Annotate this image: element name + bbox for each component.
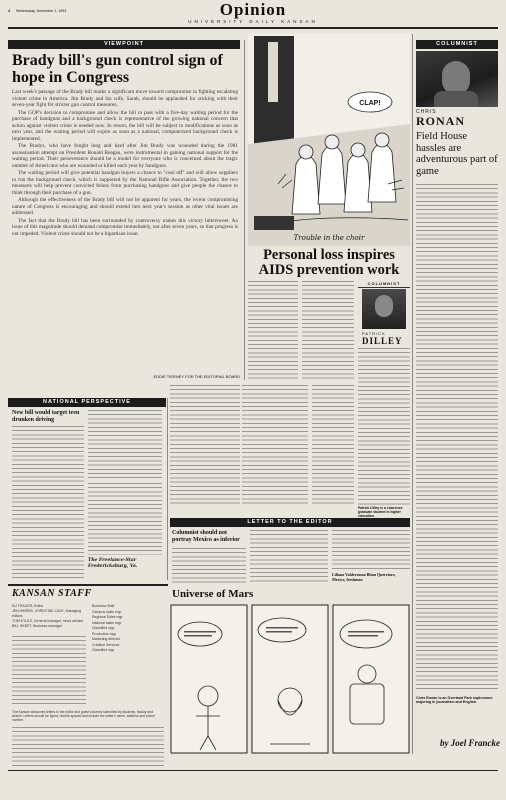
column-divider [167, 398, 168, 580]
feature-columnist-last: DILLEY [362, 336, 403, 346]
feature-column-1 [248, 281, 298, 381]
section-title: Opinion [219, 0, 287, 19]
cartoon-caption: Trouble in the choir [293, 234, 365, 242]
feature-headline: Personal loss inspires AIDS prevention work [258, 247, 400, 278]
letter-column-2 [250, 530, 328, 584]
feature-column-4-text [312, 385, 354, 452]
staff-list [12, 636, 86, 706]
columnist-last-name: RONAN [416, 114, 465, 128]
cartoon-drawing [248, 34, 410, 246]
staff-title: KANSAN STAFF [12, 588, 92, 599]
comic-strip [170, 604, 410, 754]
letter-signature: Liliana Valderrama Blum Queretaro, Mexico, freshman [332, 572, 396, 582]
np-column-1 [12, 426, 84, 580]
national-perspective-banner: NATIONAL PERSPECTIVE [8, 398, 166, 407]
np-column-2 [88, 410, 162, 480]
feature-column-2b [242, 385, 308, 505]
comic-title: Universe of Mars [172, 588, 254, 600]
columnist-first-name: CHRIS [416, 109, 437, 115]
feature-columnist-photo [362, 289, 406, 329]
viewpoint-paragraph-1: Last week's passage of the Brady bill marks a significant move toward compromise in fighting escalating violent crime in America. Jim Brady and his wife, Sarah, should be applauded for sticking with their seven-year fight for stricter gun control measures. [12, 89, 238, 108]
right-column-text [416, 184, 498, 222]
np-column-2-text [88, 410, 162, 439]
viewpoint-headline: Brady bill's gun control sign of hope in Congress [12, 52, 223, 86]
letter-banner: LETTER TO THE EDITOR [170, 518, 410, 527]
paper-name: UNIVERSITY DAILY KANSAN [188, 19, 318, 24]
viewpoint-paragraph-4: The waiting period will give potential handgun buyers a chance to "cool off" and will allow suppliers to run the background check, which is supported by the National Rifle Association. Together, the two measures will help prevent convicted felons from purchasing handguns and give people the chance to think through their purchase of a gun. [12, 170, 238, 196]
feature-column-1b [170, 385, 240, 505]
letter-column-2-text [250, 530, 328, 551]
comic-byline: by Joel Francke [440, 738, 500, 748]
footer-rule [8, 770, 498, 771]
column-divider [412, 34, 413, 754]
viewpoint-body [12, 89, 238, 372]
right-column-headline: Field House hassles are adventurous part of game [416, 131, 498, 177]
viewpoint-paragraph-3: The Bradys, who have fought long and hard after Jim Brady was wounded during the 1981 assassination attempt on President Ronald Reagan, were instrumental in gaining national support for the waiting period. Their perseverance should be a model for everyone who is concerned about the tragic number of Americans who are wounded or killed each year by handguns. [12, 143, 238, 169]
feature-column-1-text [248, 281, 298, 357]
np-column-3-text [88, 483, 162, 508]
np-column-3 [88, 483, 162, 555]
right-columnist-banner: COLUMNIST [416, 40, 498, 49]
viewpoint-paragraph-5: Although the effectiveness of the Brady bill will not be apparent for years, the recent compromising nature of Congress is encouraging and should extend into next year's session as other vital issues are addressed. [12, 197, 238, 216]
national-perspective-headline: New bill would target teen drunken driving [12, 410, 80, 423]
letter-headline: Columnist should not portray Mexico as inferior [172, 530, 240, 543]
feature-column-2-text [302, 281, 354, 344]
viewpoint-banner: VIEWPOINT [8, 40, 240, 49]
columnist-photo [416, 51, 498, 107]
feature-columnist-label: COLUMNIST [358, 281, 410, 288]
column-divider [244, 40, 245, 380]
feature-tagline: Patrick Dilley is a Lawrence graduate student in higher education. [358, 506, 403, 518]
np-source: The Freelance-Star Fredericksburg, Va. [88, 558, 138, 569]
viewpoint-paragraph-6: The fact that the Brady bill has been surrounded by controversy makes this victory bittersweet. An issue of this magnitude should demand compromise immediately, not after seven years, so that progress is not impeded. Violent crime should not be a bipartisan issue. [12, 217, 238, 237]
right-column-tagline: Chris Ronan is an Overland Park sophomore majoring in journalism and English. [416, 696, 493, 705]
feature-column-2 [302, 281, 354, 381]
comic-panels [170, 604, 410, 754]
header-rule [8, 27, 498, 29]
feature-columnist-first: PATRICK [362, 331, 386, 336]
page-header [0, 0, 506, 30]
letter-column-1-text [172, 548, 246, 573]
viewpoint-paragraph-2: The GOP's decision to compromise and allow the bill to pass with a five-day waiting period for the purchase of handguns and a background check is representative of the growing national concern that action against violent crime is needed now. In return, the bill will be subject to modifications as soon as next year, and the waiting period will expire as soon as a national, computerized background check is implemented. [12, 109, 238, 142]
feature-column-3-text [358, 348, 410, 394]
editorial-cartoon [248, 34, 410, 246]
right-column-body [416, 184, 498, 692]
letter-column-3 [332, 530, 410, 570]
feature-column-3 [358, 348, 410, 505]
cartoon-speech: CLAP! [359, 100, 381, 107]
letter-column-3-text [332, 530, 410, 551]
np-column-1-text [12, 426, 84, 464]
staff-rule [8, 584, 168, 586]
viewpoint-byline: EDDIE TIERNEY FOR THE EDITORIAL BOARD [153, 374, 240, 379]
staff-mid: Business Staff Campus sales mgr. Regional Sales mgr. National sales mgr. Classified mgr. Production mgr. Marketing director Creative Services Classified mgr. [92, 604, 124, 652]
issue-date: Wednesday, December 1, 1993 [16, 9, 67, 13]
staff-left: KU TRACER, Editor JEN HARRIS, CHRISTINE LACK, Managing editors TOM EYLES, General manager, news adviser BILL SKEET, Business manager [12, 604, 84, 628]
staff-footer: The Kansan welcomes letters to the editor and guest columns submitted by students, faculty and alumni. Letters should be typed, double-spaced and include the writer's name, address and phone number. [12, 710, 156, 722]
staff-footer-fill [12, 727, 164, 767]
page-number: 4 [8, 9, 10, 13]
feature-column-4 [312, 385, 354, 505]
letter-column-1 [172, 548, 246, 584]
